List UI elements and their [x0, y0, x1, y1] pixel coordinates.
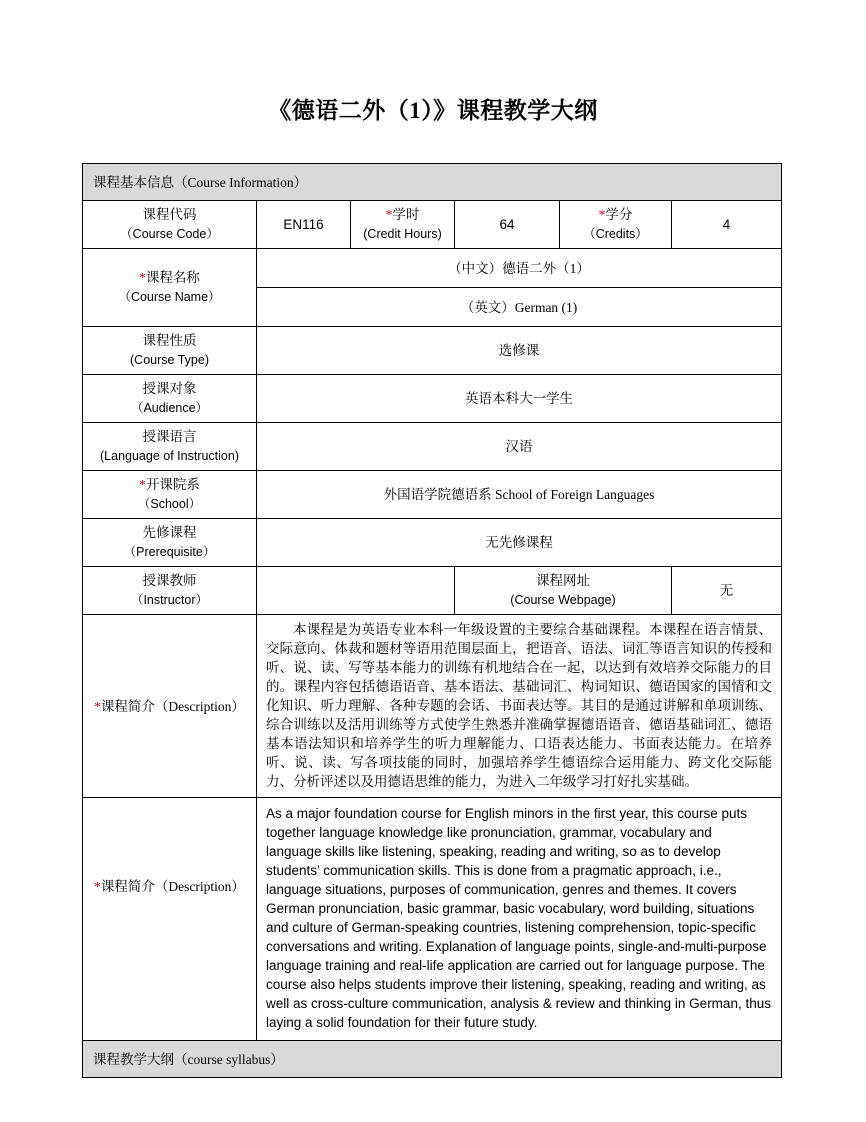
label-description-cn-text: 课程简介（Description） — [100, 698, 245, 714]
label-course-webpage-en: (Course Webpage) — [510, 593, 616, 607]
label-course-name-cn: 课程名称 — [145, 270, 200, 285]
label-language-of-instruction-en: (Language of Instruction) — [100, 449, 239, 463]
required-mark-course-name: * — [139, 270, 146, 285]
label-description-cn — [83, 615, 257, 798]
course-information-table — [82, 163, 782, 1078]
label-course-code — [83, 201, 257, 249]
table-row-course-name-cn — [83, 249, 782, 288]
value-credit-hours: 64 — [455, 201, 560, 249]
required-mark-credits: * — [598, 207, 606, 222]
label-audience-cn: 授课对象 — [142, 381, 197, 396]
label-prerequisite — [83, 519, 257, 567]
required-mark-credit-hours: * — [385, 207, 393, 222]
label-course-name — [83, 249, 257, 327]
label-prerequisite-en: （Prerequisite） — [123, 545, 216, 559]
section-header-course-information: 课程基本信息（Course Information） — [83, 164, 782, 201]
value-audience: 英语本科大一学生 — [257, 375, 782, 423]
label-description-en-text: 课程简介（Description） — [100, 878, 245, 894]
table-row-instructor — [83, 567, 782, 615]
label-school-cn: 开课院系 — [145, 477, 200, 492]
label-course-type-cn: 课程性质 — [142, 333, 197, 348]
label-audience-en: （Audience） — [130, 401, 209, 415]
value-course-name-cn: （中文）德语二外（1） — [257, 249, 782, 288]
label-school-en: （School） — [137, 497, 202, 511]
value-language-of-instruction: 汉语 — [257, 423, 782, 471]
label-course-type-en: (Course Type) — [130, 353, 209, 367]
value-course-type: 选修课 — [257, 327, 782, 375]
label-instructor — [83, 567, 257, 615]
label-prerequisite-cn: 先修课程 — [142, 525, 197, 540]
label-language-of-instruction-cn: 授课语言 — [142, 429, 197, 444]
table-footer-header-row — [83, 1041, 782, 1078]
label-course-code-cn: 课程代码 — [142, 207, 197, 222]
value-prerequisite: 无先修课程 — [257, 519, 782, 567]
value-description-cn — [257, 615, 782, 798]
required-mark-school: * — [139, 477, 146, 492]
value-instructor — [257, 567, 455, 615]
table-row-audience — [83, 375, 782, 423]
label-course-webpage-cn: 课程网址 — [536, 573, 590, 588]
value-school: 外国语学院德语系 School of Foreign Languages — [257, 471, 782, 519]
label-language-of-instruction — [83, 423, 257, 471]
page-title: 《德语二外（1）》课程教学大纲 — [268, 98, 598, 123]
value-description-en — [257, 798, 782, 1041]
table-row-description-cn — [83, 615, 782, 798]
label-credit-hours-en: (Credit Hours) — [363, 227, 442, 241]
label-audience — [83, 375, 257, 423]
label-credits — [560, 201, 672, 249]
label-credits-cn: 学分 — [605, 207, 633, 222]
table-row-language-of-instruction — [83, 423, 782, 471]
section-header-course-syllabus: 课程教学大纲（course syllabus） — [83, 1041, 782, 1078]
label-course-type — [83, 327, 257, 375]
label-course-webpage — [455, 567, 672, 615]
table-row-school — [83, 471, 782, 519]
table-row-course-type — [83, 327, 782, 375]
label-course-name-en: （Course Name） — [118, 290, 221, 304]
label-instructor-cn: 授课教师 — [142, 573, 197, 588]
label-school — [83, 471, 257, 519]
table-row-prerequisite — [83, 519, 782, 567]
label-credit-hours-cn: 学时 — [392, 207, 420, 222]
table-section-header-row — [83, 164, 782, 201]
label-description-en — [83, 798, 257, 1041]
description-en-paragraph: As a major foundation course for English minors in the first year, this course puts together language knowledge like pronunciation, grammar, vocabulary and language skills like listening, speaking, reading and writing, so as to develop students’ communication skills. This is done from a pragmatic approach, i.e., language situations, purposes of communication, genres and themes. It covers German pronunciation, basic grammar, basic vocabulary, word building, situations and culture of German-speaking countries, listening comprehension, topic-specific conversations and writing. Explanation of language points, single-and-multi-purpose language training and real-life application are carried out for language purpose. The course also helps students improve their listening, speaking, reading and writing, as well as cross-culture communication, analysis & review and thinking in German, thus laying a solid foundation for their future study. — [266, 806, 771, 1030]
table-row-course-code — [83, 201, 782, 249]
table-row-description-en — [83, 798, 782, 1041]
value-course-webpage: 无 — [672, 567, 782, 615]
required-mark-description-cn: * — [94, 698, 101, 714]
label-instructor-en: （Instructor） — [130, 593, 209, 607]
value-course-code: EN116 — [257, 201, 351, 249]
description-cn-paragraph: 本课程是为英语专业本科一年级设置的主要综合基础课程。本课程在语言情景、交际意向、体裁和题材等语用范围层面上，把语音、语法、词汇等语言知识的传授和听、说、读、写等基本能力的训练有机地结合在一起，以达到有效培养交际能力的目的。课程内容包括德语语音、基本语法、基础词汇、构词知识、德语国家的国情和文化知识、听力理解、各种专题的会话、书面表达等。其目的是通过讲解和单项训练、综合训练以及活用训练等方式使学生熟悉并准确掌握德语语音、德语基础词汇、德语基本语法知识和培养学生的听力理解能力、口语表达能力、书面表达能力。在培养听、说、读、写各项技能的同时，加强培养学生德语综合运用能力、跨文化交际能力、分析评述以及用德语思维的能力，为进入二年级学习打好扎实基础。 — [266, 622, 773, 789]
label-course-code-en: （Course Code） — [120, 227, 219, 241]
label-credit-hours — [351, 201, 455, 249]
label-credits-en: （Credits） — [583, 227, 648, 241]
value-credits: 4 — [672, 201, 782, 249]
required-mark-description-en: * — [94, 878, 101, 894]
value-course-name-en: （英文）German (1) — [257, 288, 782, 327]
